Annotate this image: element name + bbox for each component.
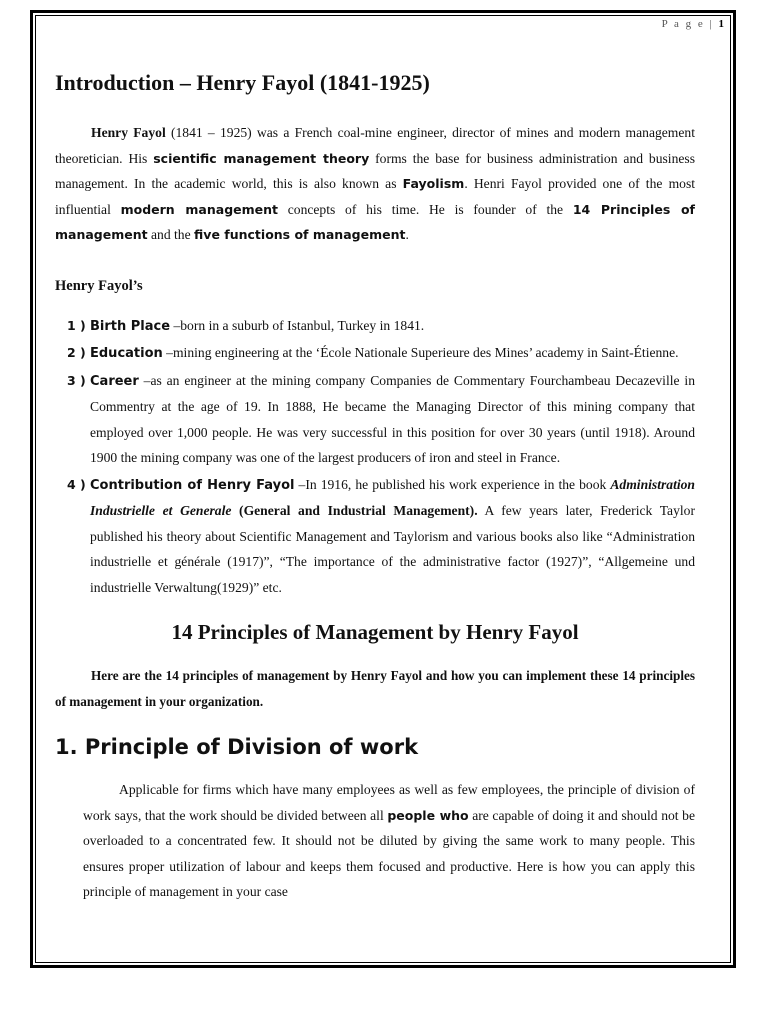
principles-title: 14 Principles of Management by Henry Fayol [171,620,579,644]
page-number: P a g e | 1 [661,18,724,30]
facts-list [55,313,695,601]
intro-title: Introduction – Henry Fayol (1841-1925) [55,70,430,95]
list-item: 3 ) Career –as an engineer at the mining company Companies de Commentary Fourchambeau Decazeville in Commentry at the age of 19. In 1888, He became the Managing Director of this mining company that employed over 1,000 people. He was very successful in this position for over 30 years (until 1918). Around 1900 the mining company was one of the largest producers of iron and steel in France. [67,372,695,465]
principles-lead: Here are the 14 principles of management by Henry Fayol and how you can implement these 14 principles of management in your organization. [55,668,695,709]
list-item: 2 ) Education –mining engineering at the ‘École Nationale Superieure des Mines’ academy in Saint-Étienne. [67,345,679,361]
list-item: 1 ) Birth Place –born in a suburb of Istanbul, Turkey in 1841. [67,317,425,334]
book-title: Administration Industrielle et Generale [90,476,695,518]
division-title: 1. Principle of Division of work [55,735,419,759]
intro-paragraph: Henry Fayol (1841 – 1925) was a French coal-mine engineer, director of mines and modern management theoretician. His scientific management theory forms the base for business administration and business management. In the academic world, this is also known as Fayolism. Henri Fayol provided one of the most influential modern management concepts of his time. He is founder of the 14 Principles of management and the five functions of management. [55,125,696,242]
facts-heading: Henry Fayol’s [55,277,143,294]
division-paragraph: Applicable for firms which have many employees as well as few employees, the principle of division of work says, that the work should be divided between all people who are capable of doing it and should not be overloaded to a concentrated few. It should not be diluted by giving the same work to many people. This ensures proper utilization of labour and keeps them focused and productive. Here is how you can apply this principle of management in your case [83,782,695,899]
document-content [55,70,695,905]
list-item: 4 ) Contribution of Henry Fayol –In 1916, he published his work experience in the book Administration Industrielle et Generale (General and Industrial Management). A few years later, Frederick Taylor published his theory about Scientific Management and Taylorism and various books also like “Administration industrielle et générale (1917)”, “The importance of the administrative factor (1927)”, “Allgemeine und industrielle Verwaltung(1929)” etc. [67,476,695,595]
